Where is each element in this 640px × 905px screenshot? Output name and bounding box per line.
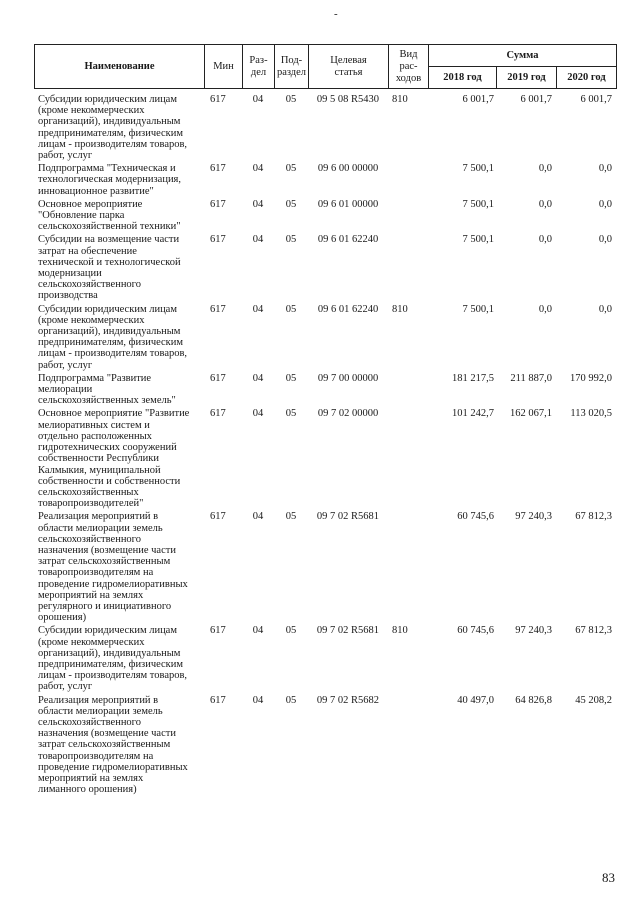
row-sum-2019: 0,0 bbox=[538, 234, 552, 246]
row-sum-2020: 45 208,2 bbox=[575, 694, 612, 706]
row-sum-2019: 0,0 bbox=[538, 198, 552, 210]
row-sum-2020: 6 001,7 bbox=[580, 94, 612, 105]
row-sum-2019: 211 887,0 bbox=[510, 372, 552, 384]
row-min: 617 bbox=[210, 408, 226, 420]
row-podrazdel: 05 bbox=[285, 694, 297, 706]
row-name: Субсидии юридическим лицам (кроме некоммерческих организаций), индивидуальным предпринимателям, физическим лицам - производителям товаров, работ, услуг bbox=[38, 303, 188, 371]
row-sum-2018: 7 500,1 bbox=[462, 198, 494, 210]
row-sum-2018: 60 745,6 bbox=[457, 511, 494, 523]
row-celevaya: 09 6 01 62240 bbox=[317, 234, 379, 246]
row-sum-2019: 0,0 bbox=[538, 303, 552, 315]
row-sum-2019: 162 067,1 bbox=[510, 408, 552, 420]
table-row bbox=[34, 163, 614, 197]
header-summa: Сумма bbox=[429, 45, 617, 67]
header-celevaya: Целевая статья bbox=[309, 45, 389, 89]
row-name: Основное мероприятие "Обновление парка сельскохозяйственной техники" bbox=[38, 198, 181, 233]
row-razdel: 04 bbox=[252, 511, 264, 523]
row-sum-2018: 101 242,7 bbox=[452, 408, 494, 420]
row-name: Реализация мероприятий в области мелиорации земель сельскохозяйственного назначения (возмещение части затрат сельскохозяйственным товаропроизводителям на проведение гидромелиоративных мероприятий на землях лиманного орошения) bbox=[38, 694, 188, 796]
table-row bbox=[34, 234, 614, 301]
row-sum-2020: 0,0 bbox=[598, 163, 612, 175]
table-body bbox=[34, 94, 614, 795]
row-celevaya: 09 7 02 R5682 bbox=[316, 694, 380, 706]
header-podrazdel: Под- раздел bbox=[275, 45, 309, 89]
row-razdel: 04 bbox=[252, 163, 264, 175]
header-name: Наименование bbox=[35, 45, 205, 89]
row-razdel: 04 bbox=[252, 408, 264, 420]
row-name: Реализация мероприятий в области мелиорации земель сельскохозяйственного назначения (возмещение части затрат сельскохозяйственным товаропроизводителям на проведение гидромелиоративных мероприятий на землях регулярного и инициативного орошения) bbox=[38, 511, 188, 624]
table-row bbox=[34, 511, 614, 623]
row-vid: 810 bbox=[392, 303, 408, 315]
row-sum-2018: 7 500,1 bbox=[462, 163, 494, 175]
row-min: 617 bbox=[210, 234, 226, 246]
top-mark: - bbox=[334, 8, 338, 20]
row-sum-2018: 6 001,7 bbox=[462, 94, 494, 105]
header-razdel: Раз- дел bbox=[243, 45, 275, 89]
row-razdel: 04 bbox=[252, 94, 264, 105]
row-podrazdel: 05 bbox=[285, 198, 297, 210]
table-row bbox=[34, 625, 614, 692]
row-razdel: 04 bbox=[252, 694, 264, 706]
row-razdel: 04 bbox=[252, 372, 264, 384]
row-razdel: 04 bbox=[252, 198, 264, 210]
row-sum-2018: 181 217,5 bbox=[452, 372, 494, 384]
table-row bbox=[34, 199, 614, 233]
row-razdel: 04 bbox=[252, 303, 264, 315]
row-podrazdel: 05 bbox=[285, 625, 297, 637]
row-sum-2019: 97 240,3 bbox=[515, 511, 552, 523]
header-year-2020: 2020 год bbox=[557, 67, 617, 89]
row-podrazdel: 05 bbox=[285, 94, 297, 105]
row-celevaya: 09 6 00 00000 bbox=[317, 163, 379, 175]
header-min: Мин bbox=[205, 45, 243, 89]
row-sum-2019: 97 240,3 bbox=[515, 625, 552, 637]
row-vid: 810 bbox=[392, 94, 408, 105]
row-sum-2020: 67 812,3 bbox=[575, 511, 612, 523]
header-vid: Вид рас- ходов bbox=[389, 45, 429, 89]
row-name: Субсидии на возмещение части затрат на обеспечение технической и технологической модернизации сельскохозяйственного производства bbox=[38, 234, 181, 302]
row-podrazdel: 05 bbox=[285, 163, 297, 175]
page-number: 83 bbox=[602, 870, 615, 885]
row-podrazdel: 05 bbox=[285, 234, 297, 246]
row-celevaya: 09 6 01 00000 bbox=[317, 198, 379, 210]
row-name: Подпрограмма "Техническая и технологическая модернизация, инновационное развитие" bbox=[38, 163, 182, 197]
row-min: 617 bbox=[210, 625, 226, 637]
row-celevaya: 09 7 02 R5681 bbox=[316, 625, 380, 637]
row-min: 617 bbox=[210, 163, 226, 175]
row-sum-2018: 7 500,1 bbox=[462, 303, 494, 315]
table-row bbox=[34, 373, 614, 407]
table-header bbox=[34, 44, 617, 89]
row-razdel: 04 bbox=[252, 234, 264, 246]
row-name: Подпрограмма "Развитие мелиорации сельскохозяйственных земель" bbox=[38, 372, 176, 407]
row-min: 617 bbox=[210, 94, 226, 105]
row-min: 617 bbox=[210, 198, 226, 210]
row-sum-2019: 0,0 bbox=[538, 163, 552, 175]
row-min: 617 bbox=[210, 511, 226, 523]
row-celevaya: 09 5 08 R5430 bbox=[316, 94, 380, 105]
row-podrazdel: 05 bbox=[285, 303, 297, 315]
row-celevaya: 09 7 02 00000 bbox=[317, 408, 379, 420]
row-name: Основное мероприятие "Развитие мелиоративных систем и отдельно расположенных гидротехнических сооружений собственности Республики Калмыкия, муниципальной собственности и собственности сельскохозяйственных товаропроизводителей" bbox=[38, 408, 190, 510]
row-sum-2018: 7 500,1 bbox=[462, 234, 494, 246]
row-podrazdel: 05 bbox=[285, 372, 297, 384]
row-sum-2020: 67 812,3 bbox=[575, 625, 612, 637]
row-sum-2019: 6 001,7 bbox=[520, 94, 552, 105]
row-name: Субсидии юридическим лицам (кроме некоммерческих организаций), индивидуальным предпринимателям, физическим лицам - производителям товаров, работ, услуг bbox=[38, 625, 188, 693]
table-row bbox=[34, 408, 614, 509]
row-sum-2018: 60 745,6 bbox=[457, 625, 494, 637]
row-sum-2018: 40 497,0 bbox=[457, 694, 494, 706]
row-min: 617 bbox=[210, 694, 226, 706]
row-celevaya: 09 7 02 R5681 bbox=[316, 511, 380, 523]
row-celevaya: 09 7 00 00000 bbox=[317, 372, 379, 384]
row-podrazdel: 05 bbox=[285, 408, 297, 420]
table-row bbox=[34, 94, 614, 161]
table-row bbox=[34, 695, 614, 796]
row-sum-2020: 0,0 bbox=[598, 198, 612, 210]
row-razdel: 04 bbox=[252, 625, 264, 637]
table-row bbox=[34, 304, 614, 371]
row-min: 617 bbox=[210, 303, 226, 315]
row-sum-2020: 113 020,5 bbox=[570, 408, 612, 420]
row-sum-2020: 0,0 bbox=[598, 303, 612, 315]
row-name: Субсидии юридическим лицам (кроме некоммерческих организаций), индивидуальным предпринимателям, физическим лицам - производителям товаров, работ, услуг bbox=[38, 94, 188, 162]
row-min: 617 bbox=[210, 372, 226, 384]
row-sum-2020: 0,0 bbox=[598, 234, 612, 246]
row-vid: 810 bbox=[392, 625, 408, 637]
row-celevaya: 09 6 01 62240 bbox=[317, 303, 379, 315]
row-podrazdel: 05 bbox=[285, 511, 297, 523]
header-year-2019: 2019 год bbox=[497, 67, 557, 89]
header-year-2018: 2018 год bbox=[429, 67, 497, 89]
row-sum-2020: 170 992,0 bbox=[570, 372, 612, 384]
row-sum-2019: 64 826,8 bbox=[515, 694, 552, 706]
